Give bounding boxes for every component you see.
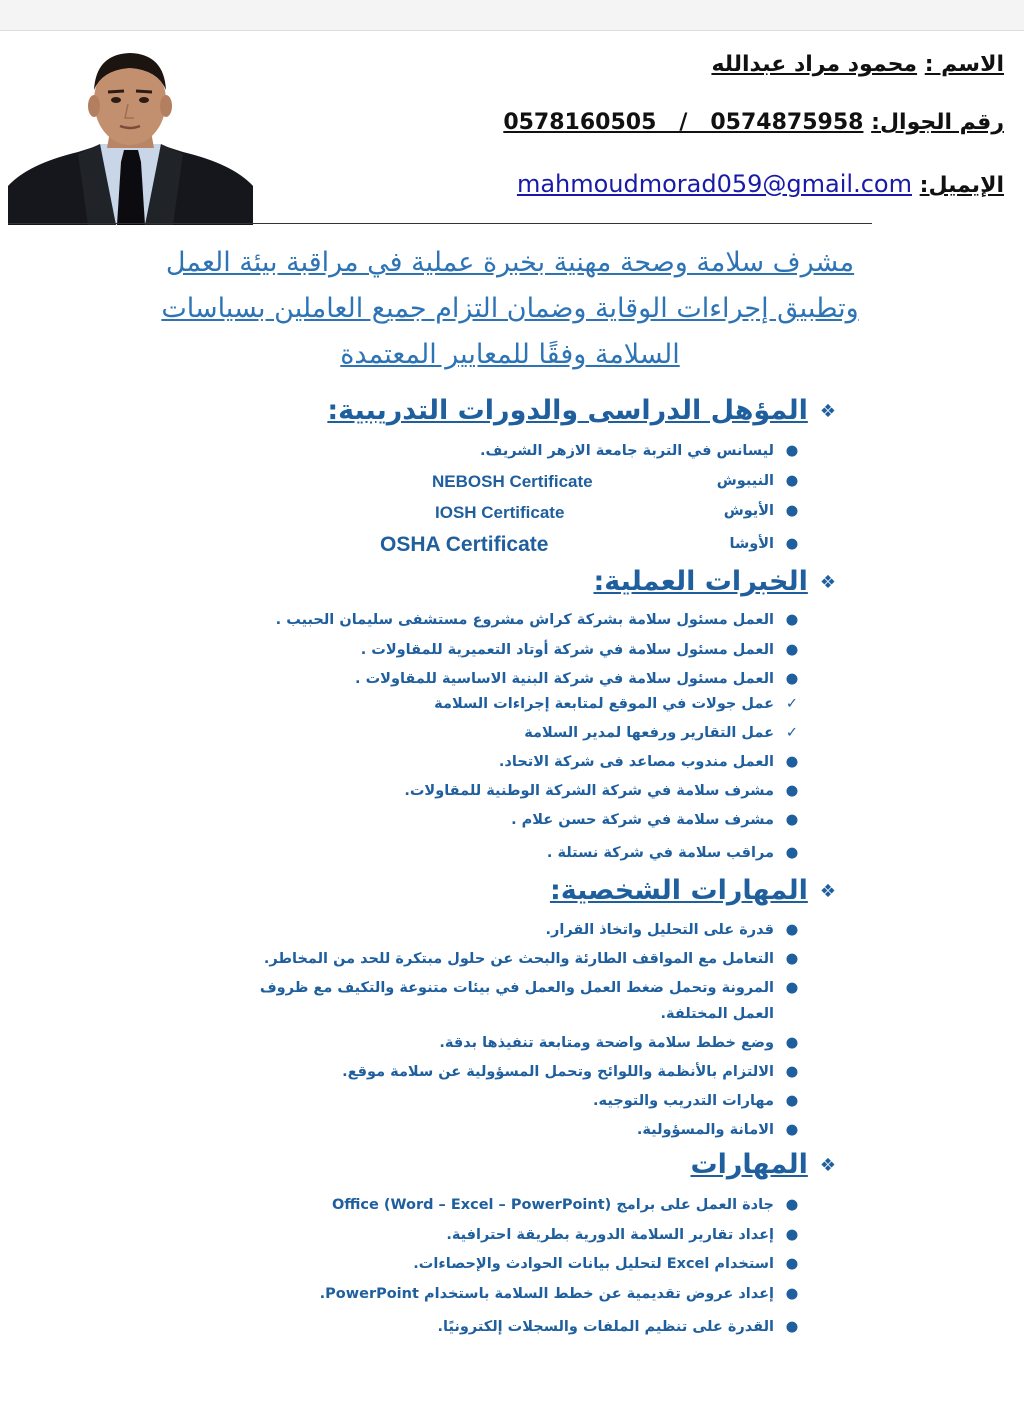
header-divider: [8, 223, 872, 224]
list-item: ● العمل مسئول سلامة في شركة أوتاد التعميرية للمقاولات .: [361, 642, 774, 658]
list-item: ● العمل مندوب مصاعد فى شركة الاتحاد.: [499, 754, 774, 770]
diamond-bullet-icon: ❖: [819, 401, 836, 422]
section-skills-title: المهارات: [690, 1149, 808, 1180]
list-item: ● مشرف سلامة في شركة الشركة الوطنية للمقاولات.: [404, 783, 774, 799]
list-item: ✓ عمل جولات في الموقع لمتابعة إجراءات السلامة: [434, 696, 774, 712]
list-item: ● الالتزام بالأنظمة واللوائح وتحمل المسؤولية عن سلامة موقع.: [342, 1064, 774, 1080]
check-icon: ✓: [785, 725, 799, 741]
section-education-title: المؤهل الدراسى والدورات التدريبية:: [327, 395, 808, 426]
section-education: [327, 395, 836, 426]
bullet-icon: ●: [785, 783, 799, 799]
list-item: ● النيبوش: [717, 473, 774, 489]
list-item: ● التعامل مع المواقف الطارئة والبحث عن حلول مبتكرة للحد من المخاطر.: [264, 951, 774, 967]
bullet-icon: ●: [785, 1122, 799, 1138]
email-link[interactable]: mahmoudmorad059@gmail.com: [516, 170, 912, 198]
check-icon: ✓: [785, 696, 799, 712]
list-item: ● المرونة وتحمل ضغط العمل والعمل في بيئات متنوعة والتكيف مع ظروف العمل المختلفة.: [244, 975, 774, 1027]
email-label: الإيميل:: [919, 173, 1004, 198]
diamond-bullet-icon: ❖: [819, 572, 836, 593]
list-item: ● الأيوش: [724, 503, 774, 519]
bullet-icon: ●: [785, 473, 799, 489]
list-item: ✓ عمل التقارير ورفعها لمدير السلامة: [524, 725, 774, 741]
section-experience: [593, 566, 836, 597]
name-line: [711, 52, 1004, 77]
list-item: ● القدرة على تنظيم الملفات والسجلات إلكترونيًا.: [438, 1319, 774, 1335]
bullet-icon: ●: [785, 1064, 799, 1080]
diamond-bullet-icon: ❖: [819, 1155, 836, 1176]
list-item: ● إعداد تقارير السلامة الدورية بطريقة احترافية.: [446, 1227, 774, 1243]
cert-osha: OSHA Certificate: [380, 533, 549, 556]
section-personal-skills: [550, 875, 836, 906]
mobile-line: [503, 110, 1004, 135]
name-value: محمود مراد عبدالله: [711, 52, 918, 77]
diamond-bullet-icon: ❖: [819, 881, 836, 902]
bullet-icon: ●: [785, 1256, 799, 1272]
list-item: ● الأوشا: [730, 536, 774, 552]
list-item: ● العمل مسئول سلامة بشركة كراش مشروع مستشفى سليمان الحبيب .: [276, 612, 774, 628]
bullet-icon: ●: [785, 1197, 799, 1213]
bullet-icon: ●: [785, 612, 799, 628]
list-item: ● إعداد عروض تقديمية عن خطط السلامة باستخدام PowerPoint.: [320, 1286, 774, 1302]
bullet-icon: ●: [785, 1227, 799, 1243]
name-label: الاسم :: [924, 52, 1004, 77]
profile-photo: [8, 46, 253, 225]
bullet-icon: ●: [785, 536, 799, 552]
bullet-icon: ●: [785, 1319, 799, 1335]
section-personal-skills-title: المهارات الشخصية:: [549, 875, 808, 906]
mobile-label: رقم الجوال:: [871, 110, 1004, 135]
cert-nebosh: NEBOSH Certificate: [432, 472, 593, 491]
list-item: ● جادة العمل على برامج Office (Word – Excel – PowerPoint): [332, 1197, 774, 1213]
list-item: ● الامانة والمسؤولية.: [637, 1122, 774, 1138]
bullet-icon: ●: [785, 1286, 799, 1302]
mobile-value: 0578160505 / 0574875958: [503, 110, 864, 135]
bullet-icon: ●: [785, 671, 799, 687]
top-bar: [0, 0, 1024, 31]
bullet-icon: ●: [785, 1035, 799, 1051]
bullet-icon: ●: [785, 642, 799, 658]
email-line: [517, 170, 1004, 198]
section-experience-title: الخبرات العملية:: [593, 566, 808, 597]
list-item: ● مراقب سلامة في شركة نستلة .: [547, 845, 774, 861]
bullet-icon: ●: [785, 845, 799, 861]
bullet-icon: ●: [785, 443, 799, 459]
profile-summary: مشرف سلامة وصحة مهنية بخبرة عملية في مراقبة بيئة العمل وتطبيق إجراءات الوقاية وضمان التزام جميع العاملين بسياسات السلامة وفقًا للمعايير المعتمدة: [161, 247, 859, 370]
bullet-icon: ●: [785, 922, 799, 938]
bullet-icon: ●: [785, 951, 799, 967]
list-item: ● مشرف سلامة في شركة حسن علام .: [511, 812, 774, 828]
bullet-icon: ●: [785, 812, 799, 828]
bullet-icon: ●: [785, 503, 799, 519]
bullet-icon: ●: [785, 980, 799, 996]
section-skills: [690, 1149, 836, 1180]
list-item: ● وضع خطط سلامة واضحة ومتابعة تنفيذها بدقة.: [439, 1035, 774, 1051]
list-item: ● قدرة على التحليل واتخاذ القرار.: [546, 922, 775, 938]
cert-iosh: IOSH Certificate: [435, 503, 565, 522]
list-item: ● استخدام Excel لتحليل بيانات الحوادث والإحصاءات.: [413, 1256, 774, 1272]
list-item: ● ليسانس في التربة جامعة الازهر الشريف.: [480, 443, 774, 459]
bullet-icon: ●: [785, 1093, 799, 1109]
list-item: ● العمل مسئول سلامة في شركة البنية الاساسية للمقاولات .: [355, 671, 774, 687]
bullet-icon: ●: [785, 754, 799, 770]
list-item: ● مهارات التدريب والتوجيه.: [593, 1093, 774, 1109]
